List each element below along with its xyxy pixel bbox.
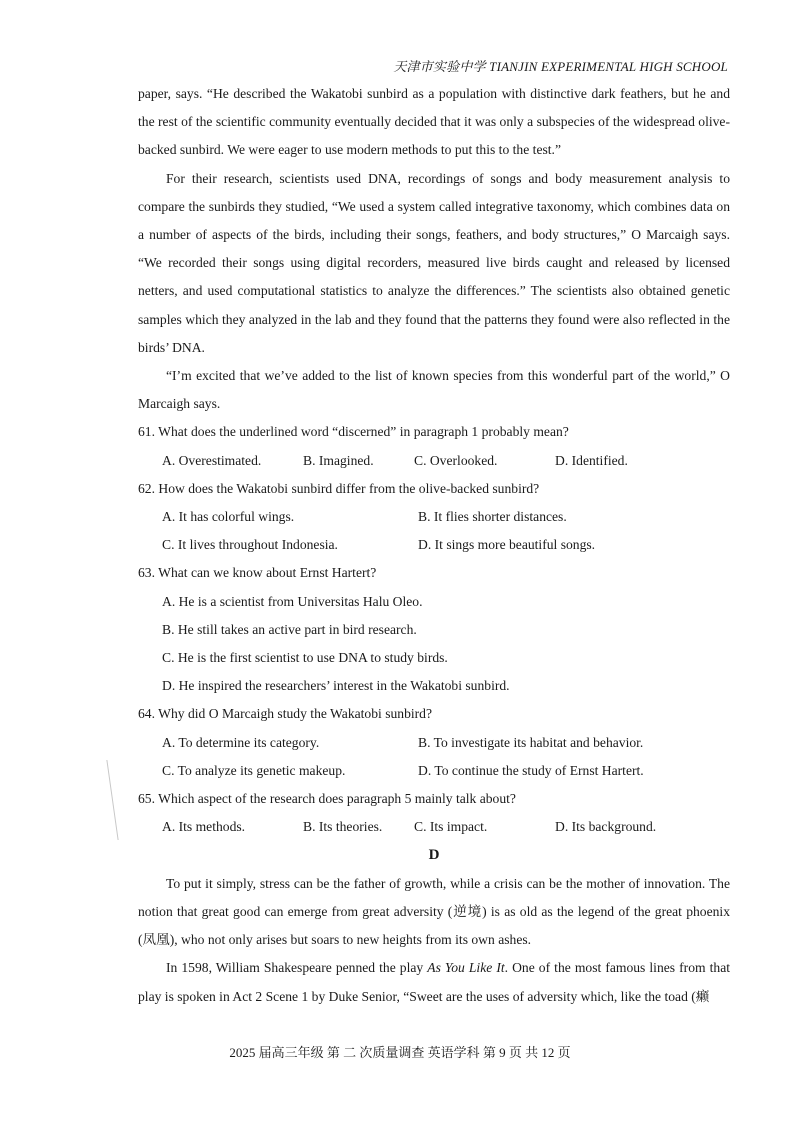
question-65-options bbox=[138, 813, 730, 841]
margin-pencil-mark bbox=[106, 760, 132, 840]
question-62-stem: 62. How does the Wakatobi sunbird differ from the olive-backed sunbird? bbox=[138, 480, 540, 496]
question-64-options-row2 bbox=[138, 757, 730, 785]
section-d-paragraph-1: To put it simply, stress can be the father of growth, while a crisis can be the mother of innovation. The notion that great good can emerge from great adversity (逆境) is as old as the legend of the great phoenix (凤凰), who not only arises but soars to new heights from its own ashes. bbox=[138, 875, 730, 948]
q64-option-b[interactable]: B. To investigate its habitat and behavior. bbox=[418, 734, 644, 750]
q65-option-d[interactable]: D. Its background. bbox=[555, 819, 657, 835]
question-62-options-row1 bbox=[138, 503, 730, 531]
question-63-stem: 63. What can we know about Ernst Hartert? bbox=[138, 565, 377, 581]
page-content bbox=[138, 80, 730, 1011]
q61-option-b[interactable]: B. Imagined. bbox=[303, 452, 374, 468]
q65-option-c[interactable]: C. Its impact. bbox=[414, 819, 488, 835]
page-footer: 2025 届高三年级 第 二 次质量调查 英语学科 第 9 页 共 12 页 bbox=[229, 1045, 571, 1060]
question-64-stem: 64. Why did O Marcaigh study the Wakatobi sunbird? bbox=[138, 706, 433, 722]
q63-option-b[interactable]: B. He still takes an active part in bird research. bbox=[162, 621, 417, 637]
q61-option-c[interactable]: C. Overlooked. bbox=[414, 452, 498, 468]
section-d-paragraph-2-start: In 1598, William Shakespeare penned the play bbox=[166, 960, 428, 976]
section-d-paragraph-2 bbox=[138, 954, 730, 1010]
passage-c-paragraph-research: For their research, scientists used DNA, recordings of songs and body measurement analysis to compare the sunbirds they studied, “We used a system called integrative taxonomy, which combines data on a number of aspects of the birds, including their songs, feathers, and body structures,” O Marcaigh says. “We recorded their songs using digital recorders, measured live birds caught and released by licensed netters, and used computational statistics to analyze the differences.” The scientists also obtained genetic samples which they analyzed in the lab and they found that the patterns they found were also reflected in the birds’ DNA. bbox=[138, 170, 730, 355]
q62-option-d[interactable]: D. It sings more beautiful songs. bbox=[418, 537, 596, 553]
q63-option-a[interactable]: A. He is a scientist from Universitas Halu Oleo. bbox=[162, 593, 423, 609]
q62-option-a[interactable]: A. It has colorful wings. bbox=[162, 509, 295, 525]
question-62-options-row2 bbox=[138, 531, 730, 559]
q65-option-b[interactable]: B. Its theories. bbox=[303, 819, 383, 835]
q63-option-d[interactable]: D. He inspired the researchers’ interest in the Wakatobi sunbird. bbox=[162, 678, 510, 694]
passage-c-paragraph-continued: paper, says. “He described the Wakatobi sunbird as a population with distinctive dark feathers, but he and the rest of the scientific community eventually decided that it was only a subspecies of the widespread olive-backed sunbird. We were eager to use modern methods to put this to the test.” bbox=[138, 86, 730, 158]
school-header: 天津市实验中学 TIANJIN EXPERIMENTAL HIGH SCHOOL bbox=[393, 59, 728, 74]
passage-c-paragraph-excited: “I’m excited that we’ve added to the list of known species from this wonderful part of the world,” O Marcaigh says. bbox=[138, 368, 730, 412]
question-65-stem: 65. Which aspect of the research does paragraph 5 mainly talk about? bbox=[138, 791, 516, 807]
q64-option-c[interactable]: C. To analyze its genetic makeup. bbox=[162, 762, 346, 778]
section-d-paragraph-2-end: . One of the most famous lines from that play is spoken in Act 2 Scene 1 by Duke Senior, “Sweet are the uses of adversity which, like the toad (癞 bbox=[138, 960, 730, 1004]
question-64-options-row1 bbox=[138, 729, 730, 757]
play-title: As You Like It bbox=[427, 960, 505, 976]
q64-option-a[interactable]: A. To determine its category. bbox=[162, 734, 320, 750]
question-61-options bbox=[138, 447, 730, 475]
question-61-stem: 61. What does the underlined word “discerned” in paragraph 1 probably mean? bbox=[138, 424, 569, 440]
q63-option-c[interactable]: C. He is the first scientist to use DNA to study birds. bbox=[162, 650, 448, 666]
q62-option-b[interactable]: B. It flies shorter distances. bbox=[418, 509, 567, 525]
q62-option-c[interactable]: C. It lives throughout Indonesia. bbox=[162, 537, 338, 553]
q61-option-a[interactable]: A. Overestimated. bbox=[162, 452, 262, 468]
q64-option-d[interactable]: D. To continue the study of Ernst Hartert. bbox=[418, 762, 644, 778]
section-d-title: D bbox=[428, 847, 440, 864]
q61-option-d[interactable]: D. Identified. bbox=[555, 452, 628, 468]
q65-option-a[interactable]: A. Its methods. bbox=[162, 819, 246, 835]
